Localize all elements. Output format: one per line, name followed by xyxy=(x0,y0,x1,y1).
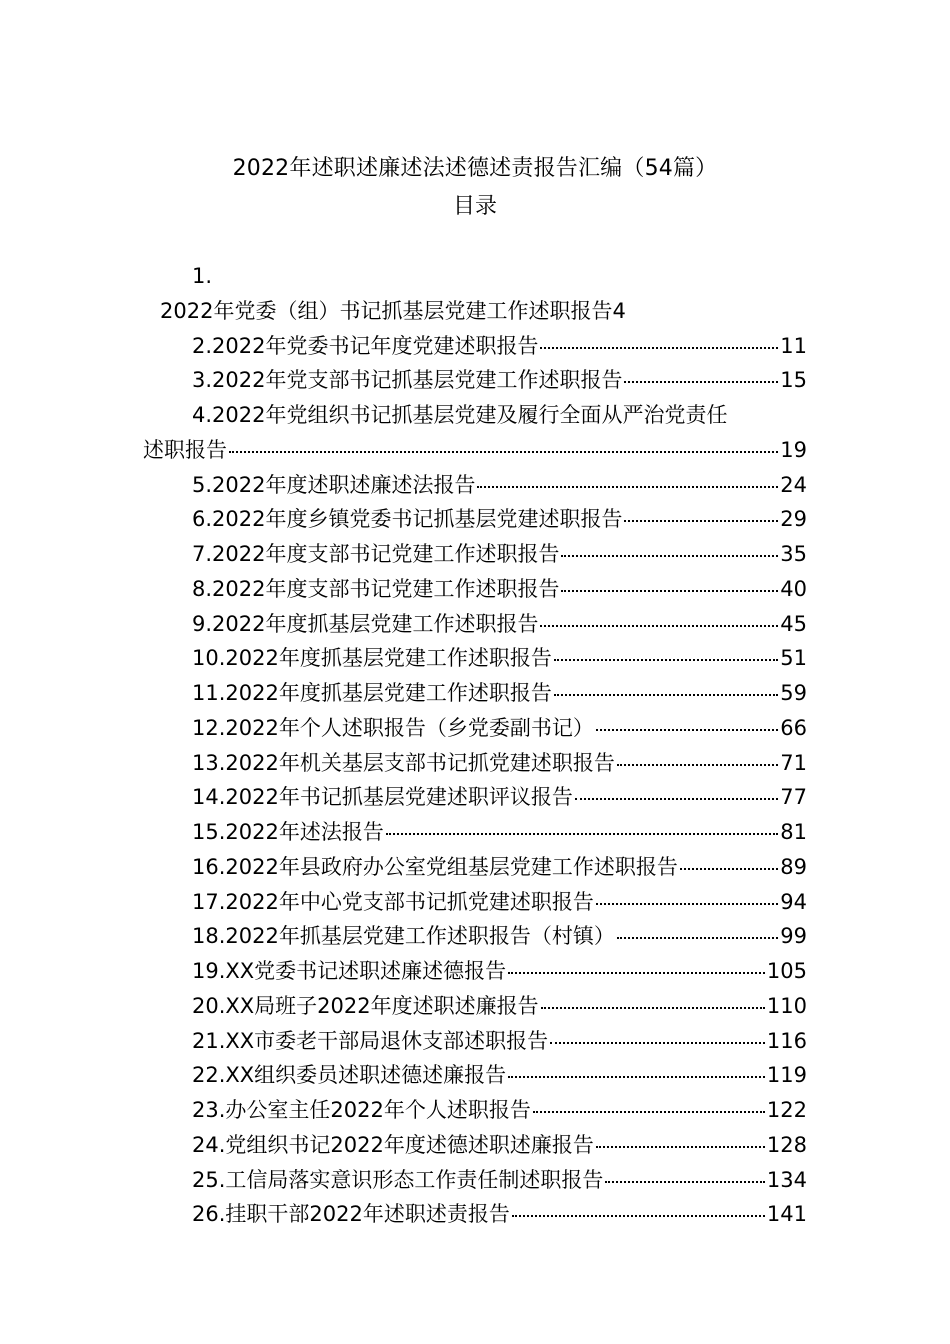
toc-entry-title: 24.党组织书记2022年度述德述职述廉报告 xyxy=(192,1132,594,1157)
toc-entry-title: 8.2022年度支部书记党建工作述职报告 xyxy=(192,576,560,601)
dot-leader xyxy=(541,1007,765,1009)
dot-leader xyxy=(554,659,778,661)
dot-leader xyxy=(624,381,778,383)
toc-heading: 目录 xyxy=(452,194,497,219)
toc-entry-title: 16.2022年县政府办公室党组基层党建工作述职报告 xyxy=(192,854,678,879)
toc-entry-title: 6.2022年度乡镇党委书记抓基层党建述职报告 xyxy=(192,507,623,532)
toc-entry-page: 24 xyxy=(780,472,807,497)
document-title: 2022年述职述廉述法述德述责报告汇编（54篇） xyxy=(232,156,718,181)
toc-entry[interactable] xyxy=(0,711,950,746)
toc-entry-page: 71 xyxy=(780,750,807,775)
dot-leader xyxy=(605,1181,765,1183)
toc-entry-page: 134 xyxy=(766,1167,807,1192)
toc-entry[interactable] xyxy=(0,815,950,850)
toc-entry-title: 19.XX党委书记述职述廉述德报告 xyxy=(192,959,507,983)
dot-leader xyxy=(508,972,765,974)
toc-entry[interactable] xyxy=(0,850,950,885)
toc-entry[interactable] xyxy=(0,1093,950,1128)
toc-entry-title: 17.2022年中心党支部书记抓党建述职报告 xyxy=(192,889,594,914)
toc-entry-page: 81 xyxy=(780,820,807,844)
toc-entry-title: 21.XX市委老干部局退休支部述职报告 xyxy=(192,1028,549,1053)
dot-leader xyxy=(680,868,778,870)
toc-entry-page: 89 xyxy=(780,854,807,879)
toc-entry-title: 10.2022年度抓基层党建工作述职报告 xyxy=(192,646,552,671)
toc-entry-page: 40 xyxy=(780,576,807,601)
toc-entry[interactable] xyxy=(0,468,950,503)
toc-entry[interactable] xyxy=(0,1163,950,1198)
toc-entry-title: 11.2022年度抓基层党建工作述职报告 xyxy=(192,681,552,705)
toc-entry[interactable] xyxy=(0,572,950,607)
toc-entry-page: 122 xyxy=(766,1098,807,1122)
toc-entry-page: 45 xyxy=(780,611,807,636)
toc-entry-page: 59 xyxy=(780,681,807,705)
dot-leader xyxy=(617,764,778,766)
toc-entry-number: 1. xyxy=(192,264,213,288)
toc-entry-page: 105 xyxy=(766,959,807,983)
dot-leader xyxy=(596,1146,765,1148)
dot-leader xyxy=(533,1111,765,1113)
dot-leader xyxy=(477,486,778,488)
toc-entry[interactable] xyxy=(0,329,950,364)
toc-entry-title: 7.2022年度支部书记党建工作述职报告 xyxy=(192,542,560,566)
toc-entry-page: 11 xyxy=(780,333,807,358)
toc-entry-1-number-line[interactable] xyxy=(0,259,950,294)
toc-entry-title: 9.2022年度抓基层党建工作述职报告 xyxy=(192,611,539,636)
toc-entry-4-second-line[interactable] xyxy=(0,433,950,468)
dot-leader xyxy=(386,833,778,835)
toc-entry-title: 22.XX组织委员述职述德述廉报告 xyxy=(192,1063,507,1088)
toc-entry-title: 2022年党委（组）书记抓基层党建工作述职报告4 xyxy=(160,298,626,323)
toc-entry-page: 29 xyxy=(780,507,807,532)
toc-entry[interactable] xyxy=(0,954,950,989)
toc-entry-title: 18.2022年抓基层党建工作述职报告（村镇） xyxy=(192,924,615,949)
dot-leader xyxy=(229,451,778,453)
dot-leader xyxy=(554,694,778,696)
toc-entry-title: 15.2022年述法报告 xyxy=(192,820,384,844)
toc-entry[interactable] xyxy=(0,1058,950,1093)
dot-leader xyxy=(596,729,778,731)
dot-leader xyxy=(561,555,778,557)
toc-entry-title: 4.2022年党组织书记抓基层党建及履行全面从严治党责任 xyxy=(192,403,728,427)
toc-entry-page: 19 xyxy=(780,437,807,462)
toc-entry[interactable] xyxy=(0,1024,950,1059)
toc-entry-title: 26.挂职干部2022年述职述责报告 xyxy=(192,1202,510,1227)
toc-entry[interactable] xyxy=(0,780,950,815)
toc-entry-page: 66 xyxy=(780,715,807,740)
toc-entry-page: 51 xyxy=(780,646,807,671)
toc-entry-page: 77 xyxy=(780,785,807,810)
toc-entry[interactable] xyxy=(0,1197,950,1232)
dot-leader xyxy=(596,903,778,905)
toc-entry-1-title-line[interactable] xyxy=(0,294,950,329)
dot-leader xyxy=(561,590,778,592)
toc-entry-title-continuation: 述职报告 xyxy=(143,437,227,462)
toc-entry-page: 99 xyxy=(780,924,807,949)
toc-entry[interactable] xyxy=(0,746,950,781)
toc-entry-page: 35 xyxy=(780,542,807,566)
toc-entry-page: 94 xyxy=(780,889,807,914)
toc-entry-title: 20.XX局班子2022年度述职述廉报告 xyxy=(192,993,539,1018)
dot-leader xyxy=(575,798,778,800)
toc-entry-title: 13.2022年机关基层支部书记抓党建述职报告 xyxy=(192,750,615,775)
toc-entry[interactable] xyxy=(0,885,950,920)
dot-leader xyxy=(512,1215,765,1217)
toc-entry-title: 3.2022年党支部书记抓基层党建工作述职报告 xyxy=(192,368,623,393)
toc-entry-page: 128 xyxy=(766,1132,807,1157)
toc-entry[interactable] xyxy=(0,641,950,676)
toc-entry-page: 110 xyxy=(766,993,807,1018)
toc-entry-page: 119 xyxy=(766,1063,807,1088)
toc-entry-title: 5.2022年度述职述廉述法报告 xyxy=(192,472,476,497)
toc-entry[interactable] xyxy=(0,676,950,711)
toc-entry[interactable] xyxy=(0,537,950,572)
toc-entry-title: 12.2022年个人述职报告（乡党委副书记） xyxy=(192,715,594,740)
toc-entry-title: 14.2022年书记抓基层党建述职评议报告 xyxy=(192,785,573,810)
toc-entry-4-first-line[interactable] xyxy=(0,398,950,433)
dot-leader xyxy=(540,625,778,627)
toc-entry[interactable] xyxy=(0,919,950,954)
toc-entry[interactable] xyxy=(0,502,950,537)
toc-entry-page: 141 xyxy=(766,1202,807,1227)
dot-leader xyxy=(550,1042,765,1044)
toc-entry[interactable] xyxy=(0,1128,950,1163)
toc-entry-page: 15 xyxy=(780,368,807,393)
dot-leader xyxy=(624,520,778,522)
toc-entry[interactable] xyxy=(0,607,950,642)
toc-entry-page: 116 xyxy=(766,1028,807,1053)
table-of-contents xyxy=(0,259,950,1232)
toc-entry[interactable] xyxy=(0,989,950,1024)
dot-leader xyxy=(617,937,778,939)
dot-leader xyxy=(540,347,778,349)
toc-entry[interactable] xyxy=(0,363,950,398)
dot-leader xyxy=(508,1076,765,1078)
toc-entry-title: 2.2022年党委书记年度党建述职报告 xyxy=(192,333,539,358)
toc-entry-title: 23.办公室主任2022年个人述职报告 xyxy=(192,1098,531,1122)
toc-entry-title: 25.工信局落实意识形态工作责任制述职报告 xyxy=(192,1167,604,1192)
